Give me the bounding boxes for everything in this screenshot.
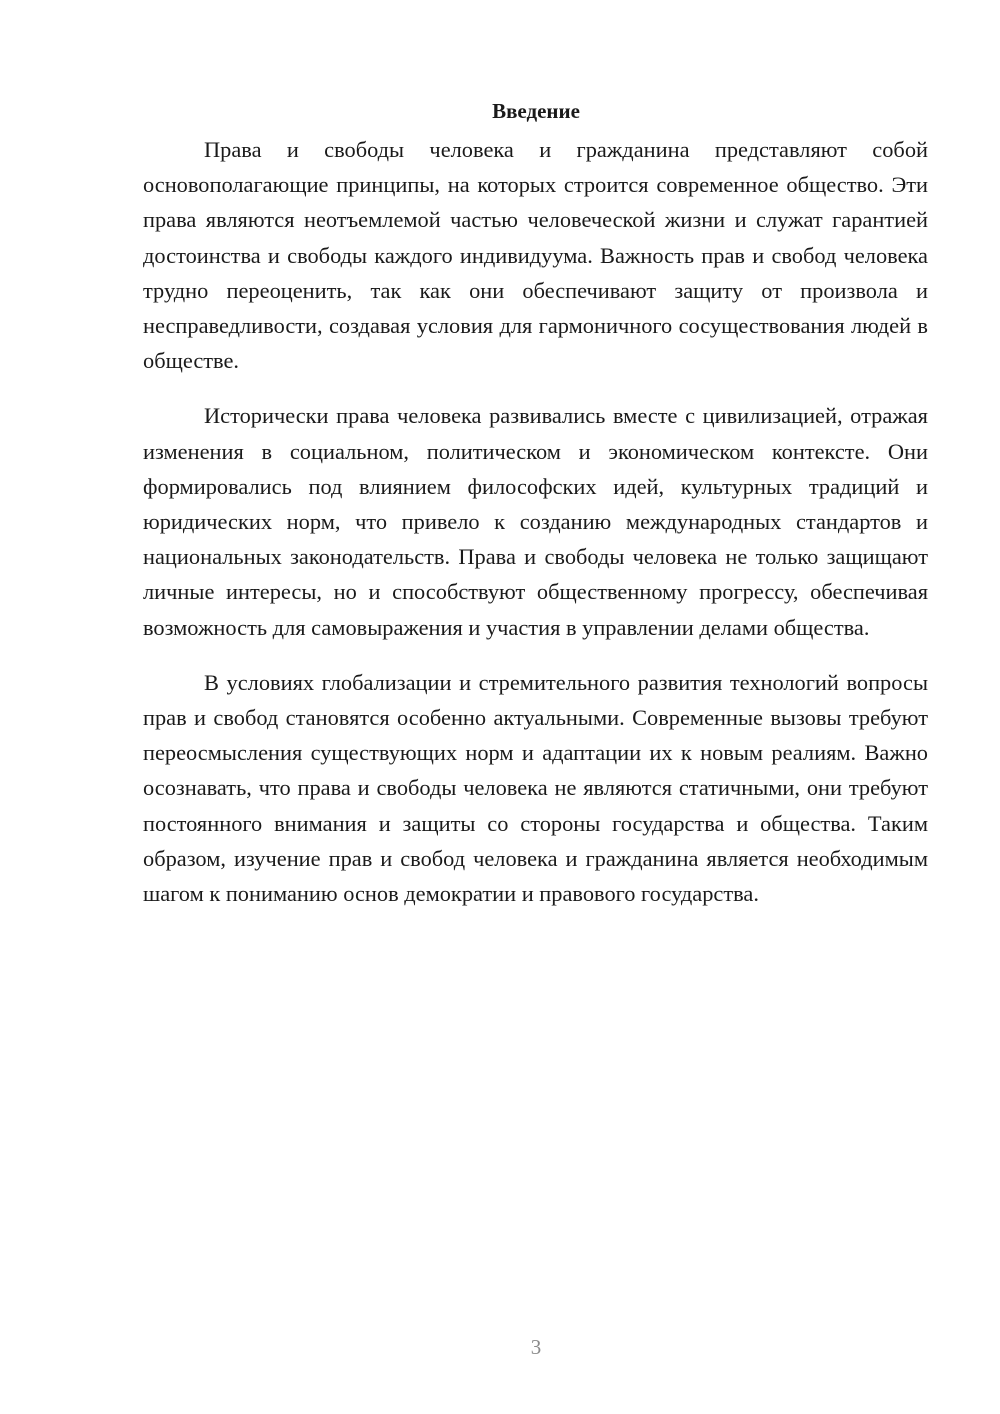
page-content <box>143 96 928 931</box>
section-title: Введение <box>492 99 580 123</box>
page-number: 3 <box>530 1335 542 1359</box>
paragraph-2: Исторически права человека развивались вместе с цивилизацией, отражая изменения в социальном, политическом и экономическом контексте. Они формировались под влиянием философских идей, культурных традиций и юридических норм, что привело к созданию международных стандартов и национальных законодательств. Права и свободы человека не только защищают личные интересы, но и способствуют общественному прогрессу, обеспечивая возможность для самовыражения и участия в управлении делами общества. <box>143 403 928 640</box>
paragraph-3: В условиях глобализации и стремительного развития технологий вопросы прав и свобод становятся особенно актуальными. Современные вызовы требуют переосмысления существующих норм и адаптации их к новым реалиям. Важно осознавать, что права и свободы человека не являются статичными, они требуют постоянного внимания и защиты со стороны государства и общества. Таким образом, изучение прав и свобод человека и гражданина является необходимым шагом к пониманию основ демократии и правового государства. <box>143 669 928 907</box>
paragraph-1: Права и свободы человека и гражданина представляют собой основополагающие принципы, на которых строится современное общество. Эти права являются неотъемлемой частью человеческой жизни и служат гарантией достоинства и свободы каждого индивидуума. Важность прав и свобод человека трудно переоценить, так как они обеспечивают защиту от произвола и несправедливости, создавая условия для гармоничного сосуществования людей в обществе. <box>143 137 928 374</box>
